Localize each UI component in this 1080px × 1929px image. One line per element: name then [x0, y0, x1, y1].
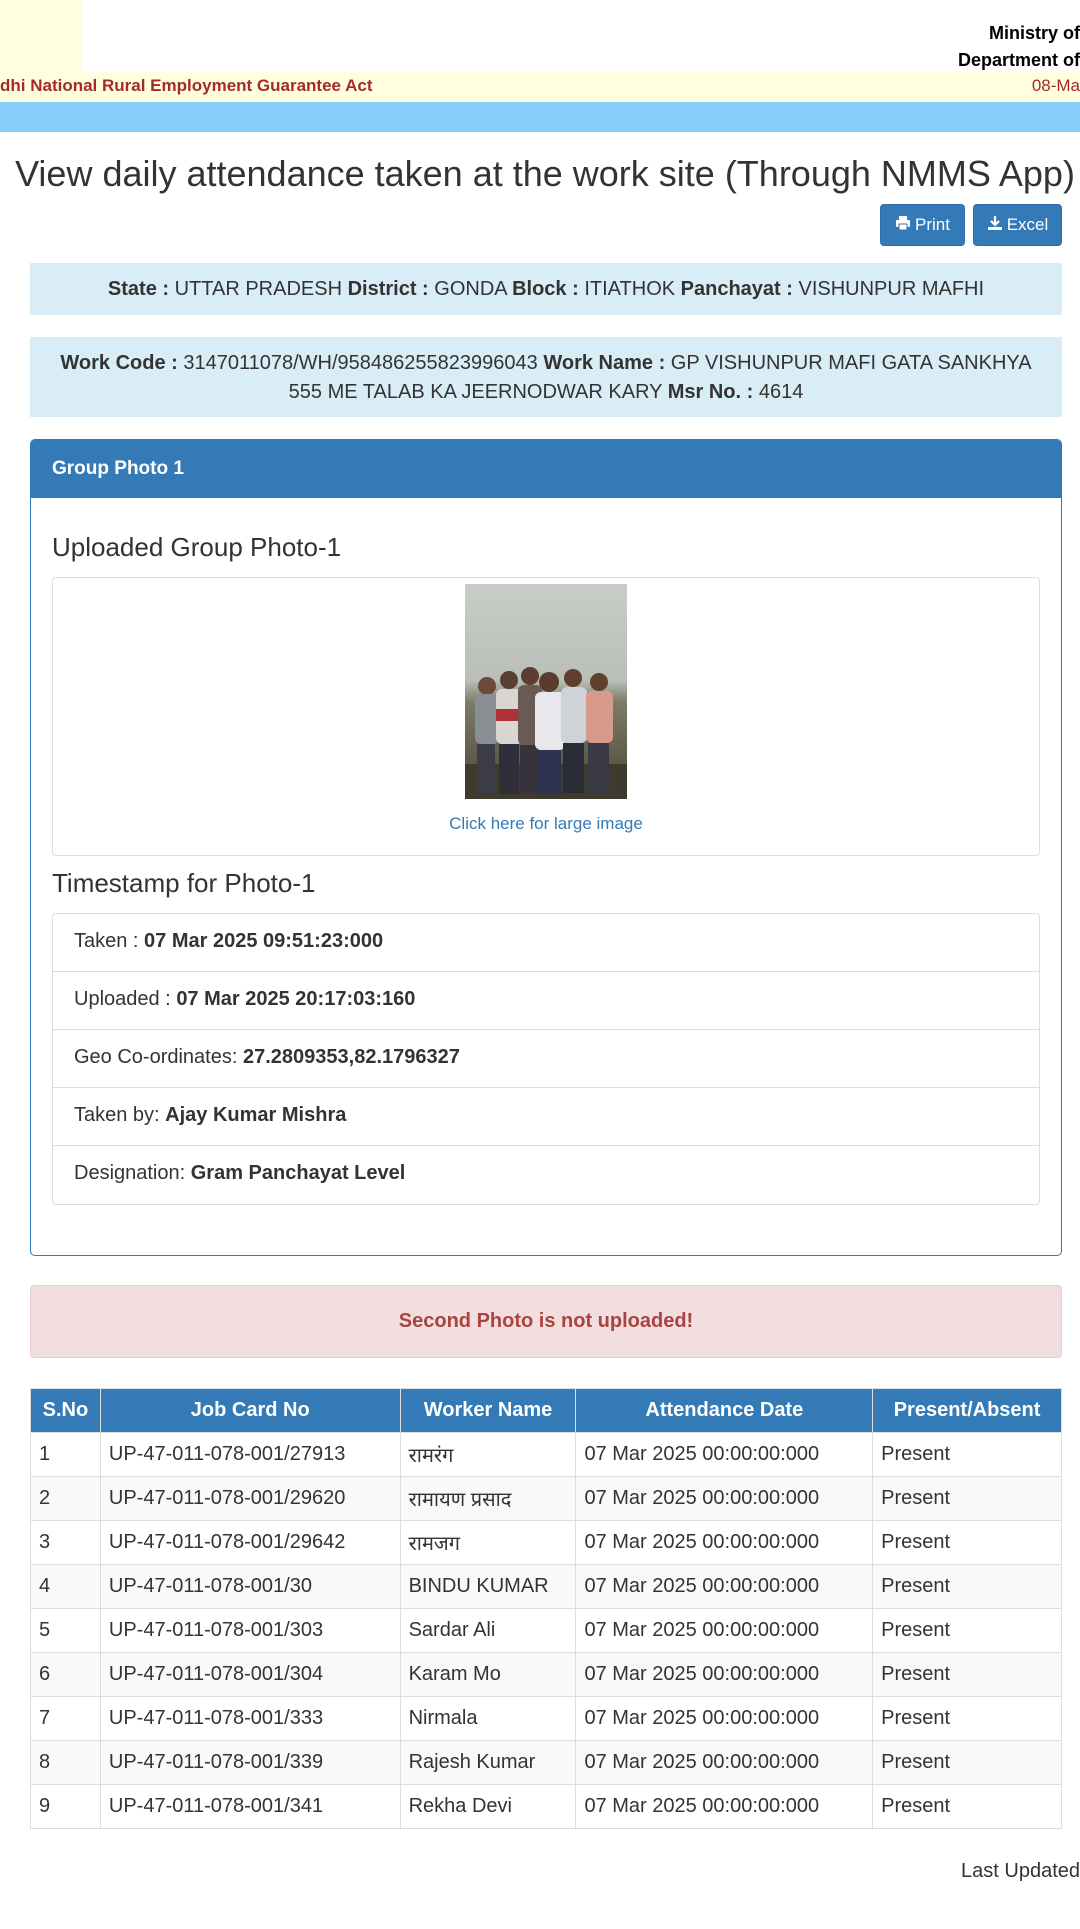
- print-button[interactable]: [880, 204, 965, 246]
- table-row: [31, 1653, 1062, 1697]
- location-info: [30, 263, 1062, 315]
- cell-worker-name: Karam Mo: [400, 1653, 576, 1697]
- download-icon: [987, 215, 1003, 236]
- cell-job-card: UP-47-011-078-001/27913: [100, 1433, 400, 1477]
- header-worker-name: Worker Name: [400, 1389, 576, 1433]
- timestamp-heading: Timestamp for Photo-1: [52, 868, 316, 898]
- table-row: [31, 1477, 1062, 1521]
- cell-worker-name: BINDU KUMAR: [400, 1565, 576, 1609]
- district-value: GONDA: [434, 278, 507, 300]
- table-row: [31, 1433, 1062, 1477]
- cell-sno: 7: [31, 1697, 101, 1741]
- state-value: UTTAR PRADESH: [174, 278, 343, 300]
- cell-worker-name: रामायण प्रसाद: [400, 1477, 576, 1521]
- cell-worker-name: रामजग: [400, 1521, 576, 1565]
- msr-value: 4614: [758, 381, 804, 403]
- header-attendance-date: Attendance Date: [576, 1389, 873, 1433]
- cell-sno: 2: [31, 1477, 101, 1521]
- panchayat-label: Panchayat :: [680, 278, 793, 300]
- geo-label: Geo Co-ordinates:: [74, 1046, 238, 1068]
- cell-job-card: UP-47-011-078-001/29642: [100, 1521, 400, 1565]
- cell-attendance-date: 07 Mar 2025 00:00:00:000: [576, 1785, 873, 1829]
- cell-sno: 5: [31, 1609, 101, 1653]
- cell-status: Present: [873, 1785, 1062, 1829]
- table-row: [31, 1521, 1062, 1565]
- panel-title: Group Photo 1: [31, 440, 1061, 498]
- header-banner: [0, 0, 1080, 72]
- cell-worker-name: रामरंग: [400, 1433, 576, 1477]
- cell-status: Present: [873, 1433, 1062, 1477]
- cell-attendance-date: 07 Mar 2025 00:00:00:000: [576, 1741, 873, 1785]
- uploaded-label: Uploaded :: [74, 988, 171, 1010]
- cell-attendance-date: 07 Mar 2025 00:00:00:000: [576, 1433, 873, 1477]
- header-job-card: Job Card No: [100, 1389, 400, 1433]
- taken-item: [53, 914, 1039, 972]
- work-name-value: GP VISHUNPUR MAFI GATA SANKHYA 555 ME TALAB KA JEERNODWAR KARY: [288, 352, 1032, 403]
- cell-status: Present: [873, 1521, 1062, 1565]
- block-label: Block :: [512, 278, 579, 300]
- cell-status: Present: [873, 1741, 1062, 1785]
- geo-item: [53, 1030, 1039, 1088]
- cell-status: Present: [873, 1653, 1062, 1697]
- table-row: [31, 1609, 1062, 1653]
- last-updated: Last Updated: [961, 1860, 1080, 1882]
- cell-status: Present: [873, 1477, 1062, 1521]
- taken-label: Taken :: [74, 930, 139, 952]
- cell-attendance-date: 07 Mar 2025 00:00:00:000: [576, 1609, 873, 1653]
- cell-sno: 3: [31, 1521, 101, 1565]
- table-header-row: [31, 1389, 1062, 1433]
- uploaded-photo-heading: Uploaded Group Photo-1: [52, 532, 342, 562]
- work-name-label: Work Name :: [543, 352, 666, 374]
- cell-attendance-date: 07 Mar 2025 00:00:00:000: [576, 1697, 873, 1741]
- page-title: View daily attendance taken at the work site (Through NMMS App): [15, 153, 1075, 194]
- cell-job-card: UP-47-011-078-001/333: [100, 1697, 400, 1741]
- logo-area: [0, 0, 82, 72]
- state-label: State :: [107, 278, 170, 300]
- uploaded-value: 07 Mar 2025 20:17:03:160: [176, 988, 416, 1010]
- table-row: [31, 1785, 1062, 1829]
- excel-label: Excel: [1006, 215, 1049, 234]
- designation-value: Gram Panchayat Level: [190, 1162, 406, 1184]
- table-row: [31, 1697, 1062, 1741]
- msr-label: Msr No. :: [667, 381, 754, 403]
- attendance-table: [30, 1388, 1062, 1829]
- group-photo-image[interactable]: [465, 584, 627, 799]
- ministry-line-2: Department of: [957, 50, 1080, 70]
- cell-sno: 8: [31, 1741, 101, 1785]
- second-photo-alert: Second Photo is not uploaded!: [30, 1285, 1062, 1358]
- work-info: [30, 337, 1062, 417]
- cell-job-card: UP-47-011-078-001/304: [100, 1653, 400, 1697]
- cell-job-card: UP-47-011-078-001/30: [100, 1565, 400, 1609]
- geo-value: 27.2809353,82.1796327: [242, 1046, 460, 1068]
- header-present-absent: Present/Absent: [873, 1389, 1062, 1433]
- excel-button[interactable]: [973, 204, 1062, 246]
- cell-attendance-date: 07 Mar 2025 00:00:00:000: [576, 1565, 873, 1609]
- cell-sno: 4: [31, 1565, 101, 1609]
- group-photo-panel: [30, 439, 1062, 1256]
- taken-by-value: Ajay Kumar Mishra: [165, 1104, 347, 1126]
- cell-worker-name: Nirmala: [400, 1697, 576, 1741]
- photo-container: [52, 577, 1040, 856]
- header-date: 08-Ma: [1031, 76, 1080, 95]
- designation-item: [53, 1146, 1039, 1204]
- cell-status: Present: [873, 1565, 1062, 1609]
- cell-job-card: UP-47-011-078-001/303: [100, 1609, 400, 1653]
- header-sno: S.No: [31, 1389, 101, 1433]
- ministry-title: [958, 20, 1080, 74]
- cell-worker-name: Sardar Ali: [400, 1609, 576, 1653]
- print-icon: [895, 215, 911, 236]
- cell-sno: 9: [31, 1785, 101, 1829]
- cell-sno: 1: [31, 1433, 101, 1477]
- print-label: Print: [915, 215, 950, 234]
- cell-worker-name: Rajesh Kumar: [400, 1741, 576, 1785]
- district-label: District :: [347, 278, 429, 300]
- timestamp-list: [52, 913, 1040, 1205]
- taken-value: 07 Mar 2025 09:51:23:000: [144, 930, 384, 952]
- cell-job-card: UP-47-011-078-001/29620: [100, 1477, 400, 1521]
- act-title: dhi National Rural Employment Guarantee Act: [0, 76, 373, 95]
- cell-attendance-date: 07 Mar 2025 00:00:00:000: [576, 1521, 873, 1565]
- cell-status: Present: [873, 1609, 1062, 1653]
- panchayat-value: VISHUNPUR MAFHI: [798, 278, 985, 300]
- work-code-value: 3147011078/WH/958486255823996043: [183, 352, 538, 374]
- cell-sno: 6: [31, 1653, 101, 1697]
- cell-attendance-date: 07 Mar 2025 00:00:00:000: [576, 1653, 873, 1697]
- large-image-link[interactable]: Click here for large image: [449, 814, 643, 833]
- cell-job-card: UP-47-011-078-001/339: [100, 1741, 400, 1785]
- uploaded-item: [53, 972, 1039, 1030]
- cell-worker-name: Rekha Devi: [400, 1785, 576, 1829]
- nav-strip: [0, 102, 1080, 132]
- block-value: ITIATHOK: [584, 278, 676, 300]
- designation-label: Designation:: [74, 1162, 186, 1184]
- ministry-line-1: Ministry of: [988, 23, 1080, 43]
- work-code-label: Work Code :: [60, 352, 178, 374]
- taken-by-label: Taken by:: [74, 1104, 160, 1126]
- cell-status: Present: [873, 1697, 1062, 1741]
- cell-job-card: UP-47-011-078-001/341: [100, 1785, 400, 1829]
- taken-by-item: [53, 1088, 1039, 1146]
- table-row: [31, 1741, 1062, 1785]
- table-row: [31, 1565, 1062, 1609]
- cell-attendance-date: 07 Mar 2025 00:00:00:000: [576, 1477, 873, 1521]
